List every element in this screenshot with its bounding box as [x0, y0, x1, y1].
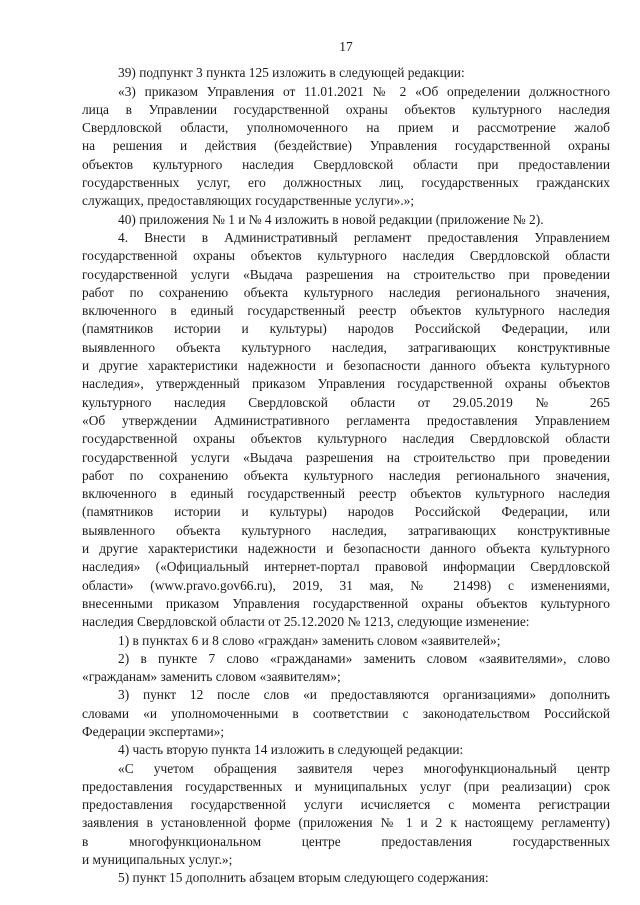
- text-line: наследия Свердловской области от 25.12.2020 № 1213, следующие изменение:: [82, 614, 530, 630]
- text-line: государственной охраны объектов культурного наследия Свердловской области: [82, 431, 610, 447]
- text-line: на решения и действия (бездействие) Управления государственной охраны: [82, 138, 610, 154]
- text-line: объектов культурного наследия Свердловской области при предоставлении: [82, 156, 610, 172]
- text-line: государственных услуг, его должностных лиц, государственных гражданских: [82, 175, 610, 191]
- text-line: 5) пункт 15 дополнить абзацем вторым следующего содержания:: [118, 870, 489, 886]
- paragraph: [82, 229, 610, 632]
- text-line: выявленного объекта культурного наследия, затрагивающих конструктивные: [82, 522, 610, 538]
- text-line: наследия» («Официальный интернет-портал правовой информации Свердловской: [82, 559, 610, 575]
- text-line: лица в Управлении государственной охраны объектов культурного наследия: [82, 101, 610, 117]
- page-number: 17: [339, 39, 353, 54]
- text-line: наследия», утвержденный приказом Управления государственной охраны объектов: [82, 376, 610, 392]
- text-line: словами «и уполномоченными в соответствии с законодательством Российской: [82, 705, 610, 721]
- text-line: в многофункциональном центре предоставления государственных: [82, 833, 610, 849]
- text-line: области» (www.pravo.gov66.ru), 2019, 31 мая, № 21498) с изменениями,: [82, 577, 610, 593]
- paragraph: [82, 64, 610, 82]
- text-line: «3) приказом Управления от 11.01.2021 № 2 «Об определении должностного: [118, 83, 610, 99]
- text-line: и другие характеристики надежности и безопасности данного объекта культурного: [82, 358, 610, 374]
- text-line: Федерации экспертами»;: [82, 723, 225, 739]
- text-line: культурного наследия Свердловской области от 29.05.2019 № 265: [82, 394, 610, 410]
- paragraph: [82, 741, 610, 759]
- text-line: служащих, предоставляющих государственные услуги».»;: [82, 193, 415, 209]
- text-line: 39) подпункт 3 пункта 125 изложить в следующей редакции:: [118, 65, 465, 81]
- paragraph: [82, 650, 610, 687]
- text-line: внесенными приказом Управления государственной охраны объектов культурного: [82, 595, 610, 611]
- text-line: заявления в установленной форме (приложения № 1 и 2 к настоящему регламенту): [82, 815, 610, 831]
- paragraph: [82, 686, 610, 741]
- text-line: 2) в пункте 7 слово «гражданами» заменить словом «заявителями», слово: [118, 650, 610, 666]
- paragraph: [82, 632, 610, 650]
- paragraph: [82, 760, 610, 870]
- text-line: предоставления государственной услуги исчисляется с момента регистрации: [82, 797, 610, 813]
- text-line: и другие характеристики надежности и безопасности данного объекта культурного: [82, 541, 610, 557]
- text-line: 3) пункт 12 после слов «и предоставляются организациями» дополнить: [118, 687, 610, 703]
- text-line: государственной охраны объектов культурного наследия Свердловской области: [82, 248, 610, 264]
- text-line: 40) приложения № 1 и № 4 изложить в новой редакции (приложение № 2).: [118, 211, 544, 227]
- text-line: (памятников истории и культуры) народов Российской Федерации, или: [82, 321, 610, 337]
- paragraph: [82, 869, 610, 887]
- text-line: предоставления государственных и муниципальных услуг (при реализации) срок: [82, 778, 610, 794]
- paragraph: [82, 83, 610, 211]
- document-page: [82, 38, 610, 888]
- text-line: выявленного объекта культурного наследия, затрагивающих конструктивные: [82, 339, 610, 355]
- text-line: «С учетом обращения заявителя через многофункциональный центр: [118, 760, 610, 776]
- text-line: государственной услуги «Выдача разрешения на строительство при проведении: [82, 449, 610, 465]
- text-line: 4) часть вторую пункта 14 изложить в следующей редакции:: [118, 742, 464, 758]
- text-line: включенного в единый государственный реестр объектов культурного наследия: [82, 303, 610, 319]
- text-line: Свердловской области, уполномоченного на прием и рассмотрение жалоб: [82, 120, 610, 136]
- text-line: включенного в единый государственный реестр объектов культурного наследия: [82, 486, 610, 502]
- text-line: 1) в пунктах 6 и 8 слово «граждан» заменить словом «заявителей»;: [118, 632, 501, 648]
- text-line: (памятников истории и культуры) народов Российской Федерации, или: [82, 504, 610, 520]
- document-body: [82, 64, 610, 887]
- text-line: государственной услуги «Выдача разрешения на строительство при проведении: [82, 266, 610, 282]
- text-line: «Об утверждении Административного регламента предоставления Управлением: [82, 412, 610, 428]
- text-line: работ по сохранению объекта культурного наследия регионального значения,: [82, 467, 610, 483]
- text-line: «гражданам» заменить словом «заявителям»;: [82, 669, 341, 685]
- text-line: работ по сохранению объекта культурного наследия регионального значения,: [82, 284, 610, 300]
- paragraph: [82, 211, 610, 229]
- text-line: и муниципальных услуг.»;: [82, 852, 233, 868]
- text-line: 4. Внести в Административный регламент предоставления Управлением: [118, 229, 610, 245]
